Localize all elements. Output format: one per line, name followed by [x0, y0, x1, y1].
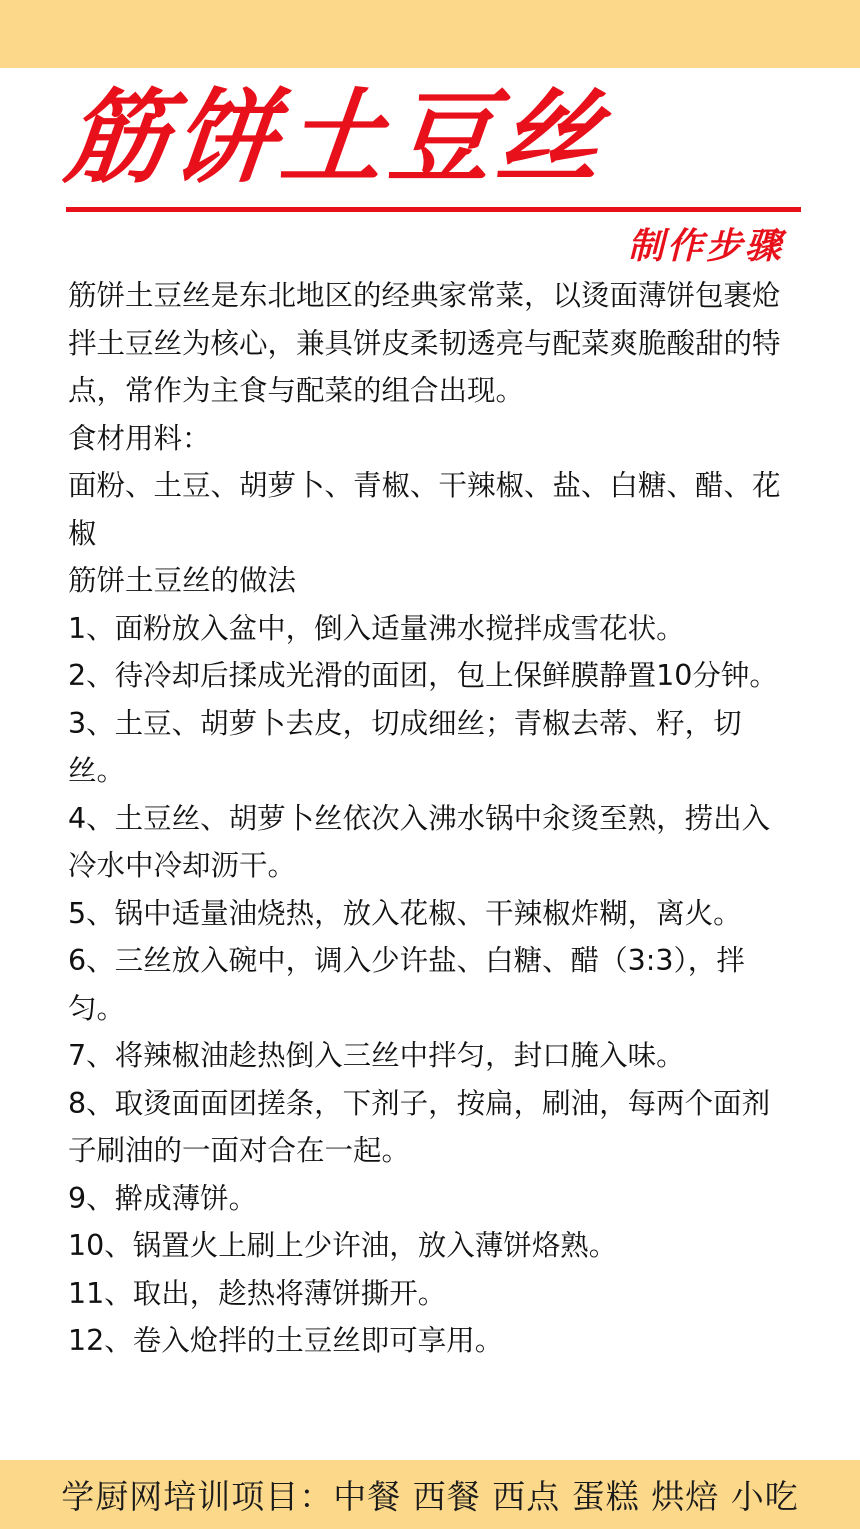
- ingredients-heading: 食材用料：: [68, 421, 211, 455]
- title-underline: [66, 207, 801, 212]
- step-10: 10、锅置火上刷上少许油，放入薄饼烙熟。: [68, 1229, 618, 1262]
- step-9: 9、擀成薄饼。: [68, 1181, 258, 1215]
- step-6: 6、三丝放入碗中，调入少许盐、白糖、醋（3:3），拌匀。: [68, 944, 745, 1025]
- ingredients-list: 面粉、土豆、胡萝卜、青椒、干辣椒、盐、白糖、醋、花椒: [68, 469, 781, 550]
- step-4: 4、土豆丝、胡萝卜丝依次入沸水锅中汆烫至熟，捞出入冷水中冷却沥干。: [68, 801, 771, 882]
- footer-text: 学厨网培训项目：中餐 西餐 西点 蛋糕 烘焙 小吃: [61, 1477, 799, 1516]
- footer-band: [0, 1460, 860, 1529]
- intro-paragraph: 筋饼土豆丝是东北地区的经典家常菜，以烫面薄饼包裹炝拌土豆丝为核心，兼具饼皮柔韧透亮与配菜爽脆酸甜的特点，常作为主食与配菜的组合出现。: [68, 279, 781, 407]
- step-12: 12、卷入炝拌的土豆丝即可享用。: [68, 1324, 504, 1357]
- step-3: 3、土豆、胡萝卜去皮，切成细丝；青椒去蒂、籽，切丝。: [68, 706, 742, 787]
- step-7: 7、将辣椒油趁热倒入三丝中拌匀，封口腌入味。: [68, 1039, 685, 1072]
- step-11: 11、取出，趁热将薄饼撕开。: [68, 1276, 447, 1310]
- step-1: 1、面粉放入盆中，倒入适量沸水搅拌成雪花状。: [68, 611, 685, 645]
- step-5: 5、锅中适量油烧热，放入花椒、干辣椒炸糊，离火。: [68, 896, 742, 930]
- page-title: 筋饼土豆丝: [59, 79, 613, 198]
- step-8: 8、取烫面面团搓条，下剂子，按扁，刷油，每两个面剂子刷油的一面对合在一起。: [68, 1086, 771, 1167]
- top-decor-band: [0, 0, 860, 68]
- page-subtitle: 制作步骤: [627, 226, 784, 267]
- method-heading: 筋饼土豆丝的做法: [68, 564, 297, 597]
- step-2: 2、待冷却后揉成光滑的面团，包上保鲜膜静置10分钟。: [68, 659, 778, 692]
- recipe-content: [68, 272, 793, 1365]
